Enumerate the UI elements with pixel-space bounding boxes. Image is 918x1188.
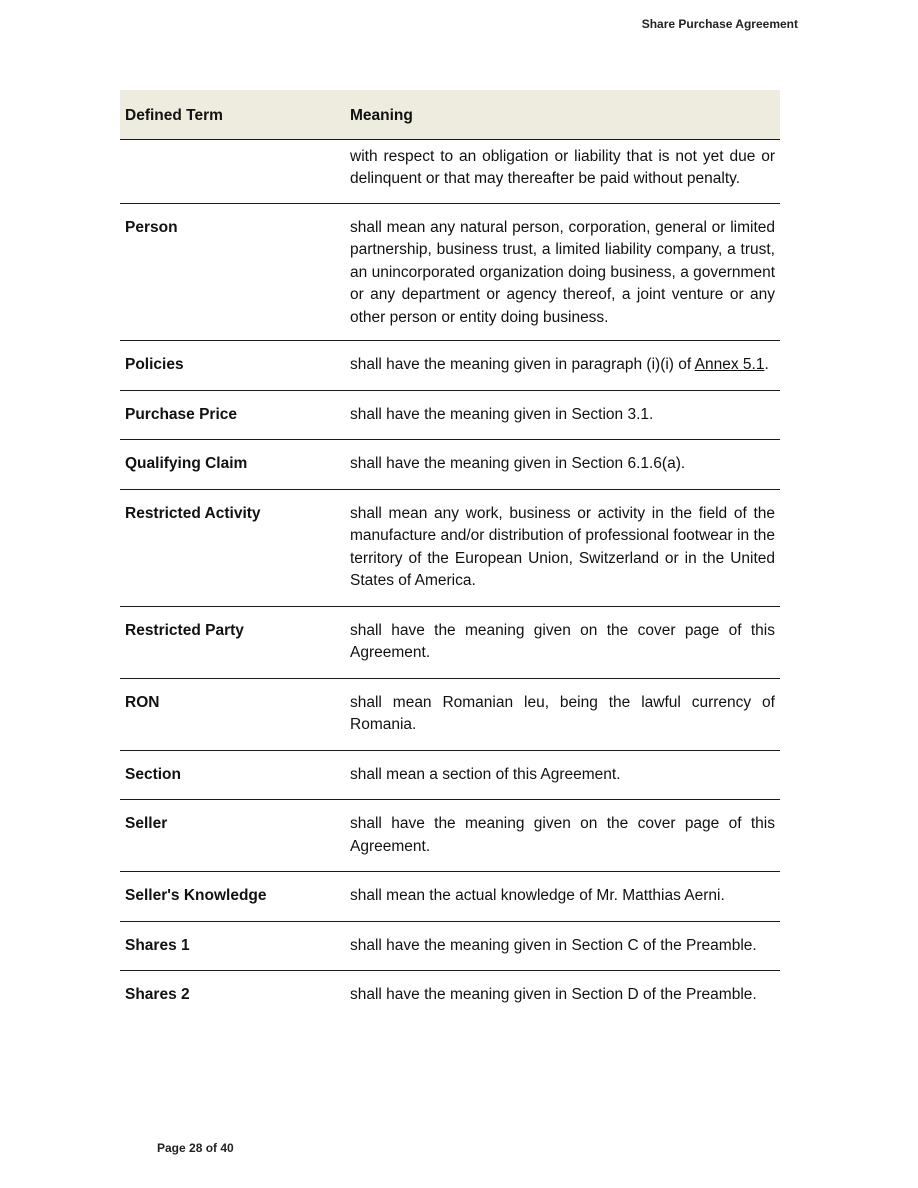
meaning-cell: shall have the meaning given in Section 6.1.6(a). bbox=[345, 440, 780, 490]
meaning-cell: shall mean any natural person, corporation, general or limited partnership, business trust, a limited liability company, a trust, an unincorporated organization doing business, a government or any department or agency thereof, a joint venture or any other person or entity doing business. bbox=[345, 203, 780, 341]
table-row bbox=[120, 606, 780, 678]
table-row bbox=[120, 203, 780, 341]
page-number: Page 28 of 40 bbox=[157, 1141, 234, 1155]
meaning-cell: shall mean Romanian leu, being the lawful currency of Romania. bbox=[345, 678, 780, 750]
table-row bbox=[120, 872, 780, 922]
defined-term-cell: Restricted Party bbox=[120, 606, 345, 678]
defined-term-cell: Seller bbox=[120, 800, 345, 872]
annex-reference-link[interactable]: Annex 5.1 bbox=[694, 356, 765, 373]
defined-term-cell: Policies bbox=[120, 341, 345, 391]
defined-term-cell: Seller's Knowledge bbox=[120, 872, 345, 922]
meaning-cell: shall mean the actual knowledge of Mr. Matthias Aerni. bbox=[345, 872, 780, 922]
defined-term-cell: Purchase Price bbox=[120, 390, 345, 440]
running-header-title: Share Purchase Agreement bbox=[641, 17, 798, 31]
table-body bbox=[120, 139, 780, 1020]
table-row bbox=[120, 139, 780, 203]
defined-term-cell: Shares 2 bbox=[125, 986, 190, 1003]
defined-term-cell: Section bbox=[120, 750, 345, 800]
table-row bbox=[120, 800, 780, 872]
meaning-text-end: . bbox=[764, 356, 769, 373]
table-row bbox=[120, 489, 780, 606]
defined-term-cell: Person bbox=[120, 203, 345, 341]
meaning-text: shall have the meaning given in paragraph (i)(i) of bbox=[350, 356, 695, 373]
table-row bbox=[120, 750, 780, 800]
table-header bbox=[120, 90, 780, 139]
meaning-cell: shall mean any work, business or activity in the field of the manufacture and/or distribution of professional footwear in the territory of the European Union, Switzerland or in the United States of America. bbox=[345, 489, 780, 606]
meaning-cell bbox=[345, 341, 780, 391]
table-row bbox=[120, 921, 780, 971]
meaning-cell: with respect to an obligation or liability that is not yet due or delinquent or that may thereafter be paid without penalty. bbox=[345, 139, 780, 203]
defined-term-cell: RON bbox=[120, 678, 345, 750]
table-row bbox=[120, 341, 780, 391]
table-header-row bbox=[120, 90, 780, 139]
column-header-defined-term: Defined Term bbox=[120, 90, 345, 139]
defined-term-cell: Shares 1 bbox=[120, 921, 345, 971]
table-row bbox=[120, 971, 780, 1020]
definitions-table bbox=[120, 90, 780, 1020]
column-header-meaning: Meaning bbox=[345, 90, 780, 139]
table-row bbox=[120, 440, 780, 490]
meaning-cell: shall have the meaning given in Section D of the Preamble. bbox=[350, 986, 757, 1003]
defined-term-cell: Qualifying Claim bbox=[120, 440, 345, 490]
meaning-cell: shall have the meaning given in Section C of the Preamble. bbox=[345, 921, 780, 971]
table-row bbox=[120, 390, 780, 440]
meaning-cell: shall have the meaning given in Section 3.1. bbox=[345, 390, 780, 440]
meaning-cell: shall have the meaning given on the cover page of this Agreement. bbox=[345, 800, 780, 872]
meaning-cell: shall mean a section of this Agreement. bbox=[345, 750, 780, 800]
meaning-cell: shall have the meaning given on the cover page of this Agreement. bbox=[345, 606, 780, 678]
defined-term-cell: Restricted Activity bbox=[120, 489, 345, 606]
defined-term-cell bbox=[120, 139, 345, 203]
table-row bbox=[120, 678, 780, 750]
